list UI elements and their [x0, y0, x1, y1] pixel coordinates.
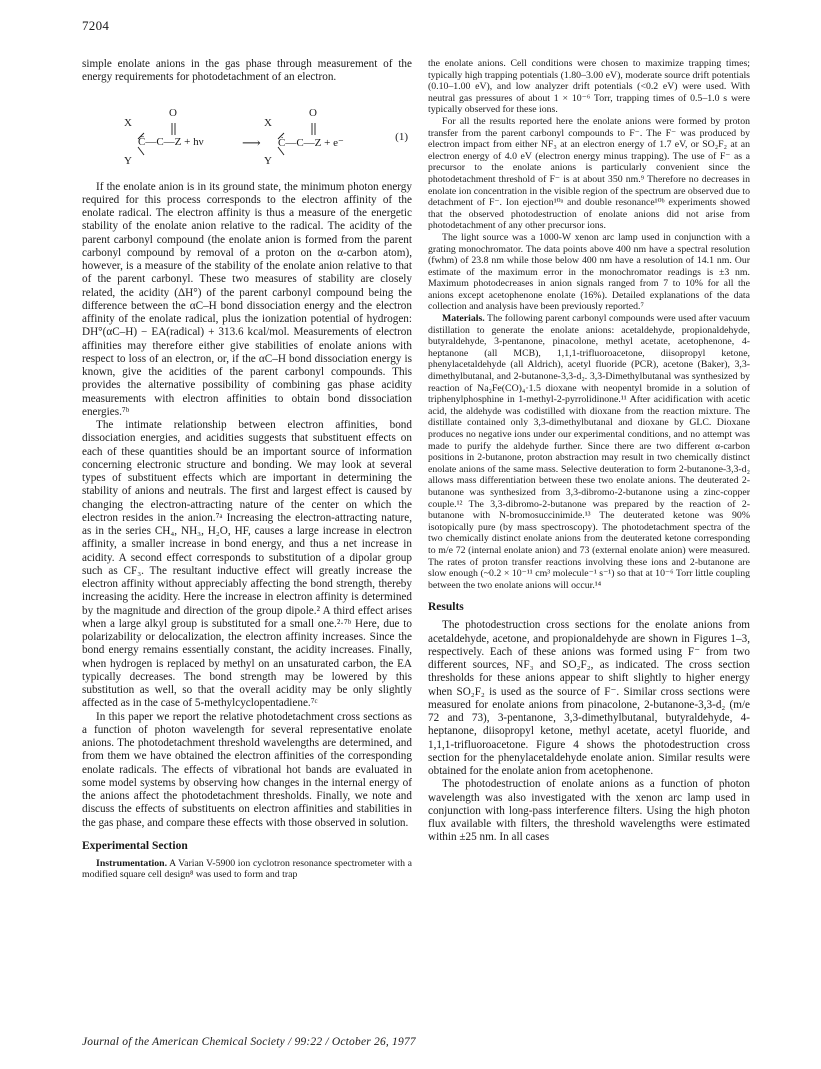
- eq-arrow: ⟶: [242, 134, 261, 150]
- paragraph-2: The intimate relationship between electron affinities, bond dissociation energies, and acidities suggests that substituent effects on each of these quantities should be an important source of information concerning electronic structure and bonding. We may look at several types of substituent effects which are important in determining the stability of anions and neutrals. The first and largest effect is caused by changing the electron-attracting nature of the center on which the electron resides in the anion.⁷ᵃ Increasing the electron-attracting nature, as in the series CH₄, NH₃, H₂O, HF, causes a large increase in electron affinity, a smaller increase in bond energy, and thus a net increase in acidity. A second effect corresponds to substitution of a dipolar group such as CF₃. The resultant inductive effect will greatly increase the electron affinity without appreciably affecting the bond strength, thereby increasing the acidity. Here the increase in electron affinity is determined by the magnitude and direction of the group dipole.² A third effect arises when a large alkyl group is substituted for a small one.²·⁷ᵇ Here, due to polarizability or delocalization, the electron affinity increases. Since the bond energy remains essentially constant, the acidity increases. Finally, when hydrogen is replaced by methyl on an unsaturated carbon, the EA typically decreases. The bond strength may be lowered by this substitution as well, so that the overall acidity may be only slightly affected as in the case of 5-methylcyclopentadiene.⁷ᶜ: [82, 419, 412, 710]
- eq-o-right: O: [309, 106, 317, 119]
- instrumentation-label: Instrumentation.: [96, 857, 168, 869]
- cell-conditions-paragraph: the enolate anions. Cell conditions were chosen to maximize trapping times; typically high trapping potentials (1.80–3.00 eV), moderate source drift potentials (0.10–1.00 eV), and low analyzer drift potentials (<0.2 eV) were used. With neutral gas pressures of about 1 × 10⁻⁶ Torr, trapping times of 0.5–1.0 s were typically observed for these ions.: [428, 58, 750, 116]
- materials-label: Materials.: [442, 313, 485, 325]
- results-paragraph-1: The photodestruction cross sections for the enolate anions from acetaldehyde, acetone, and propionaldehyde are shown in Figures 1–3, respectively. Each of these anions was formed using F⁻ from two different sources, NF₃ and SO₂F₂, as indicated. The cross section thresholds for these anions appear to shift slightly to higher energy when SO₂F₂ is used as the source of F⁻. Similar cross sections were measured for enolate anions from pinacolone, 2-butanone-3,3-d₂ (m/e 72 and 73), 3-pentanone, 3,3-dimethylbutanal, butyraldehyde, 4-heptanone, diisopropyl ketone, methyl acetate, acetyl fluoride, and 1,1,1-trifluoroacetone. Figure 4 shows the photodestruction cross section for the phenylacetaldehyde enolate anion. Similar results were obtained for the enolate anion from acetophenone.: [428, 619, 750, 778]
- paragraph-3: In this paper we report the relative photodetachment cross sections as a function of photon wavelength for several representative enolate anions. The photodetachment threshold wavelengths are determined, and from them we have obtained the electron affinities of the corresponding enolate radicals. The effects of vibrational hot bands are evaluated in some model systems by observing how changes in the internal energy of the anions affect the photodetachment thresholds. Finally, we note and discuss the effects of substituents on electron affinities and stabilities in the gas phase, and compare these effects with those observed in solution.: [82, 710, 412, 829]
- eq-reactant: C̄—C—Z + hν: [138, 135, 204, 148]
- eq-y-left: Y: [124, 154, 132, 167]
- instrumentation-paragraph: [82, 858, 412, 881]
- materials-paragraph: [428, 313, 750, 591]
- experimental-heading: Experimental Section: [82, 839, 188, 852]
- eq-x-left: X: [124, 116, 132, 129]
- results-heading: Results: [428, 601, 464, 614]
- journal-footer: Journal of the American Chemical Society / 99:22 / October 26, 1977: [82, 1036, 416, 1048]
- light-source-paragraph: The light source was a 1000-W xenon arc lamp used in conjunction with a grating monochromator. The data points above 400 nm have a spectral resolution (fwhm) of 23.8 nm while those below 400 nm have a resolution of 14.1 nm. Our estimate of the maximum error in the monochromator readings is ±3 nm. Maximum photodecreases in anion signals ranged from 7 to 10% for all the anions except acetophenone enolate (16%). Detailed explanations of the data collection and analysis have been previously reported.⁷: [428, 231, 750, 313]
- right-column: [428, 58, 750, 845]
- eq-y-right: Y: [264, 154, 272, 167]
- anion-formation-paragraph: For all the results reported here the enolate anions were formed by proton transfer from the parent carbonyl compounds to F⁻. The F⁻ was produced by electron impact from either NF₃ at an electron energy of 1.7 eV, or SO₂F₂ at an electron energy of 4.0 eV (electron energy minus trapping). The use of F⁻ as a precursor to the enolate anions is particularly convenient since the photodetachment threshold of F⁻ is at about 350 nm.⁹ Therefore no decreases in enolate ion concentration in the visible region of the spectrum are observed due to detachment of F⁻. Ion ejection¹⁰ᵃ and double resonance¹⁰ᵇ experiments showed that the observed photodestruction of enolate anions did not arise from photodetachment of any other precursor ions.: [428, 115, 750, 232]
- eq-product: Ċ—C—Z + e⁻: [278, 136, 344, 149]
- eq-x-right: X: [264, 116, 272, 129]
- eq-o-left: O: [169, 106, 177, 119]
- left-column: [82, 58, 412, 881]
- page-number: 7204: [82, 18, 110, 33]
- intro-paragraph: simple enolate anions in the gas phase through measurement of the energy requirements for photodetachment of an electron.: [82, 58, 412, 84]
- instrumentation-text: A Varian V-5900 ion cyclotron resonance spectrometer with a modified square cell design⁸ was used to form and trap: [82, 857, 412, 881]
- eq-number: (1): [395, 130, 408, 143]
- paragraph-1: If the enolate anion is in its ground state, the minimum photon energy required for this process corresponds to the electron affinity of the enolate radical. The electron affinity is thus a measure of the energetic stability of the enolate anion relative to the radical. The acidity of the parent carbonyl compound (the enolate anion is formed from the parent carbonyl compound by removal of a proton on the α-carbon atom), however, is a measure of the stability of the enolate anion relative to that of the parent carbonyl. These two measures of stability are closely related, the acidity (ΔH°) of the parent carbonyl compound being the difference between the αC–H bond dissociation energy and the electron affinity of the enolate radical, plus the ionization potential of hydrogen: DH°(αC–H) − EA(radical) + 313.6 kcal/mol. Measurements of electron affinities may therefore either give stabilities of enolate anions with respect to loss of an electron, or, if the αC–H bond dissociation energy is known, give the acidities of the parent carbonyl compounds. This provides the alternative possibility of combining gas phase acidity measurements with electron affinities to obtain bond dissociation energies.⁷ᵇ: [82, 180, 412, 418]
- results-paragraph-2: The photodestruction of enolate anions as a function of photon wavelength was also investigated with the xenon arc lamp used in conjunction with long-pass interference filters. Using the high photon flux available with filters, the threshold wavelengths were estimated within ±25 nm. In all cases: [428, 778, 750, 844]
- equation-1: [82, 89, 412, 175]
- materials-text: The following parent carbonyl compounds were used after vacuum distillation to generate the enolate anions: acetaldehyde, propionaldehyde, butyraldehyde, 3-pentanone, pinacolone, methyl acetate, acetophenone, 4-heptanone (all MCB), 1,1,1-trifluoroacetone, diisopropyl ketone, phenylacetaldehyde (all Aldrich), acetyl fluoride (PCR), acetone (Baker), 3,3-dimethylbutanal, and 2-butanone-3,3-d₂. 3,3-Dimethylbutanal was synthesized by reaction of Na₂Fe(CO)₄·1.5 dioxane with neopentyl bromide in a solution of triphenylphosphine in 1-methyl-2-pyrrolidinone.¹¹ After acidification with acetic acid, the aldehyde was codistilled with dioxane from the reaction mixture. The distillate contained only 3,3-dimethylbutanal and dioxane by GLC. Dioxane produces no negative ions under our experimental conditions, and no attempt was made to purify the aldehyde further. Since there are two different α-carbon positions in 2-butanone, proton abstraction may result in two chemically distinct enolate anions of the same mass. Selective deuteration to form 2-butanone-3,3-d₂ allows mass differentiation between these two enolate anions. The deuterated 2-butanone was synthesized from 3,3-dibromo-2-butanone using a zinc-copper couple.¹² The 3,3-dibromo-2-butanone was prepared by the reaction of 2-butanone with N-bromosuccinimide.¹³ The deuterated ketone was 90% isotopically pure (by mass spectroscopy). The photodetachment spectra of the two chemically distinct enolate anions from the deuterated ketone corresponding to m/e 72 (internal enolate anion) and 73 (external enolate anion) were measured. The rates of proton transfer reactions involving these ions and 2-butanone are slow enough (~0.2 × 10⁻¹¹ cm³ molecule⁻¹ s⁻¹) so that at 10⁻⁶ Torr little coupling between the two enolate anions will occur.¹⁴: [428, 313, 750, 591]
